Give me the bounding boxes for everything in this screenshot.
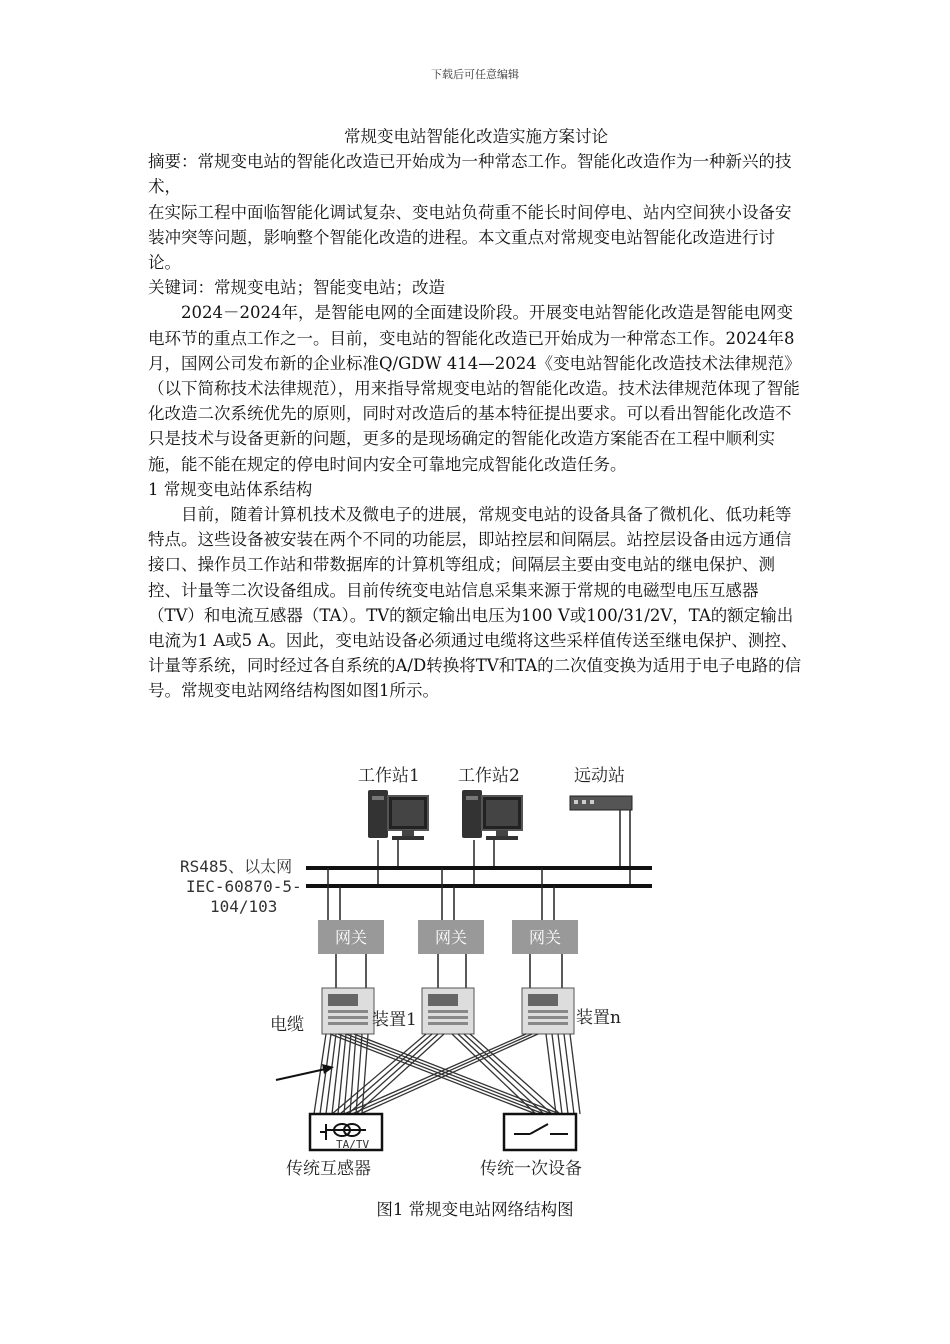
gateway-label-2: 网关 bbox=[434, 928, 468, 947]
network-diagram bbox=[176, 752, 666, 1192]
traditional-primary-equipment-box bbox=[504, 1114, 576, 1150]
gateway-label-3: 网关 bbox=[528, 928, 562, 947]
abstract-line-2: 在实际工程中面临智能化调试复杂、变电站负荷重不能长时间停电、站内空间狭小设备安装冲突等问题，影响整个智能化改造的进程。本文重点对常规变电站智能化改造进行讨论。 bbox=[148, 202, 792, 273]
keywords: 关键词：常规变电站；智能变电站；改造 bbox=[148, 278, 445, 298]
intro-paragraph: 2024－2024年，是智能电网的全面建设阶段。开展变电站智能化改造是智能电网变电环节的重点工作之一。目前，变电站的智能化改造已开始成为一种常态工作。2024年8月，国网公司发布新的企业标准Q/GDW 414—2024《变电站智能化改造技术法律规范》（以下简称技术法律规范），用来指导常规变电站的智能化改造。技术法律规范体现了智能化改造二次系统优先的原则，同时对改造后的基本特征提出要求。可以看出智能化改造不只是技术与设备更新的问题，更多的是现场确定的智能化改造方案能否在工程中顺利实施，能不能在规定的停电时间内安全可靠地完成智能化改造任务。 bbox=[148, 303, 801, 474]
device-n-label: 装置n bbox=[576, 1008, 621, 1028]
abstract-line-1: 摘要：常规变电站的智能化改造已开始成为一种常态工作。智能化改造作为一种新兴的技术， bbox=[148, 152, 792, 197]
device-1-label: 装置1 bbox=[372, 1010, 417, 1030]
figure-caption: 图1 常规变电站网络结构图 bbox=[376, 1200, 574, 1219]
bus-label-line-3: 104/103 bbox=[210, 897, 278, 916]
device-2-icon bbox=[422, 988, 474, 1034]
section-1-heading: 1 常规变电站体系结构 bbox=[148, 479, 313, 499]
workstation-2-label: 工作站2 bbox=[458, 766, 520, 786]
document-body bbox=[148, 124, 804, 704]
traditional-primary-label: 传统一次设备 bbox=[480, 1159, 582, 1179]
header-note: 下载后可任意编辑 bbox=[431, 68, 519, 81]
network-structure-figure bbox=[176, 752, 666, 1192]
remote-station-label: 远动站 bbox=[574, 766, 625, 786]
cable-bundles bbox=[314, 1034, 580, 1114]
workstation-1-label: 工作站1 bbox=[358, 766, 420, 786]
remote-station-icon bbox=[570, 796, 632, 810]
workstation-2-icon bbox=[462, 790, 522, 840]
device-1-icon bbox=[322, 988, 374, 1034]
ta-tv-label: TA/TV bbox=[336, 1138, 370, 1151]
bus-label-line-2: IEC-60870-5- bbox=[186, 877, 302, 896]
page-title: 常规变电站智能化改造实施方案讨论 bbox=[344, 127, 608, 146]
cable-label: 电缆 bbox=[270, 1015, 304, 1035]
gateway-label-1: 网关 bbox=[334, 928, 368, 947]
bus-label-line-1: RS485、以太网 bbox=[180, 857, 293, 876]
section-1-paragraph: 目前，随着计算机技术及微电子的进展，常规变电站的设备具备了微机化、低功耗等特点。这些设备被安装在两个不同的功能层，即站控层和间隔层。站控层设备由远方通信接口、操作员工作站和带数据库的计算机等组成；间隔层主要由变电站的继电保护、测控、计量等二次设备组成。目前传统变电站信息采集来源于常规的电磁型电压互感器（TV）和电流互感器（TA）。TV的额定输出电压为100 V或100/31/2V，TA的额定输出电流为1 A或5 A。因此，变电站设备必须通过电缆将这些采样值传送至继电保护、测控、计量等系统，同时经过各自系统的A/D转换将TV和TA的二次值变换为适用于电子电路的信号。常规变电站网络结构图如图1所示。 bbox=[148, 505, 802, 701]
workstation-1-icon bbox=[368, 790, 428, 840]
traditional-transformer-label: 传统互感器 bbox=[286, 1159, 371, 1179]
device-n-icon bbox=[522, 988, 574, 1034]
